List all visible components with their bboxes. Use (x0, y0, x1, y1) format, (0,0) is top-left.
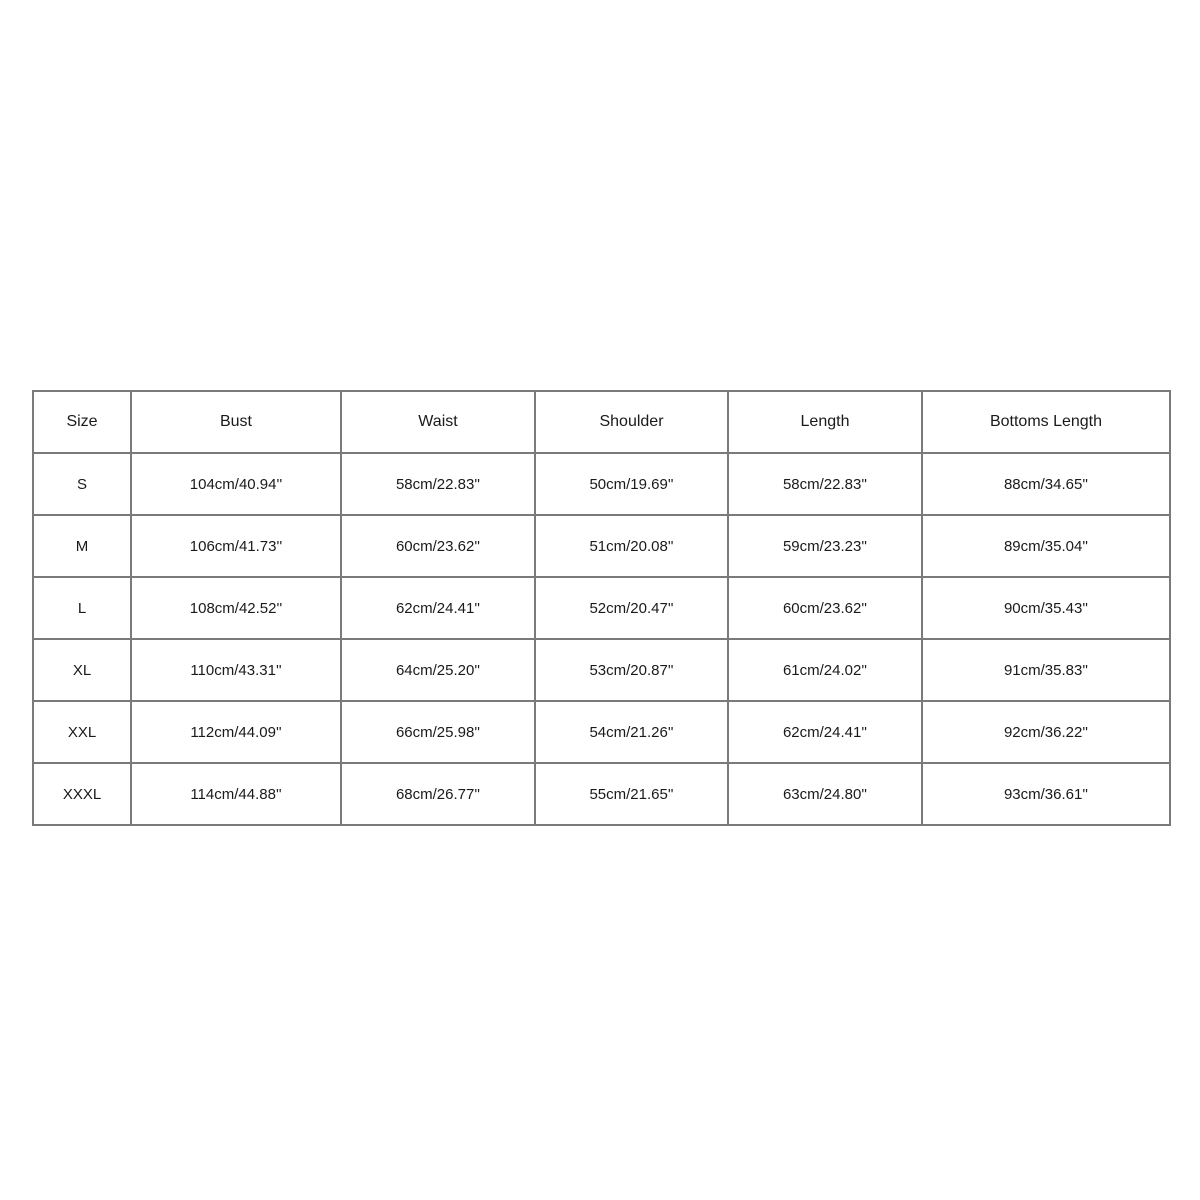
size-cell: XXXL (33, 763, 131, 825)
waist-cell: 62cm/24.41'' (341, 577, 535, 639)
size-cell: L (33, 577, 131, 639)
shoulder-cell: 55cm/21.65'' (535, 763, 728, 825)
header-bottoms-length: Bottoms Length (922, 391, 1170, 453)
bust-cell: 104cm/40.94'' (131, 453, 341, 515)
bottoms-length-cell: 93cm/36.61'' (922, 763, 1170, 825)
table-row (33, 763, 1170, 825)
header-shoulder: Shoulder (535, 391, 728, 453)
waist-cell: 60cm/23.62'' (341, 515, 535, 577)
length-cell: 59cm/23.23'' (728, 515, 922, 577)
length-cell: 58cm/22.83'' (728, 453, 922, 515)
shoulder-cell: 54cm/21.26'' (535, 701, 728, 763)
header-length: Length (728, 391, 922, 453)
bust-cell: 106cm/41.73'' (131, 515, 341, 577)
table-row (33, 577, 1170, 639)
bottoms-length-cell: 90cm/35.43'' (922, 577, 1170, 639)
bust-cell: 108cm/42.52'' (131, 577, 341, 639)
bottoms-length-cell: 88cm/34.65'' (922, 453, 1170, 515)
size-cell: M (33, 515, 131, 577)
table-header-row (33, 391, 1170, 453)
table-row (33, 515, 1170, 577)
header-bust: Bust (131, 391, 341, 453)
bottoms-length-cell: 92cm/36.22'' (922, 701, 1170, 763)
size-cell: XL (33, 639, 131, 701)
shoulder-cell: 50cm/19.69'' (535, 453, 728, 515)
shoulder-cell: 52cm/20.47'' (535, 577, 728, 639)
waist-cell: 66cm/25.98'' (341, 701, 535, 763)
bust-cell: 114cm/44.88'' (131, 763, 341, 825)
table-row (33, 639, 1170, 701)
waist-cell: 68cm/26.77'' (341, 763, 535, 825)
bottoms-length-cell: 91cm/35.83'' (922, 639, 1170, 701)
size-cell: XXL (33, 701, 131, 763)
length-cell: 63cm/24.80'' (728, 763, 922, 825)
size-cell: S (33, 453, 131, 515)
table-row (33, 453, 1170, 515)
shoulder-cell: 53cm/20.87'' (535, 639, 728, 701)
length-cell: 62cm/24.41'' (728, 701, 922, 763)
table-row (33, 701, 1170, 763)
header-waist: Waist (341, 391, 535, 453)
length-cell: 60cm/23.62'' (728, 577, 922, 639)
header-size: Size (33, 391, 131, 453)
waist-cell: 58cm/22.83'' (341, 453, 535, 515)
bust-cell: 112cm/44.09'' (131, 701, 341, 763)
bottoms-length-cell: 89cm/35.04'' (922, 515, 1170, 577)
shoulder-cell: 51cm/20.08'' (535, 515, 728, 577)
bust-cell: 110cm/43.31'' (131, 639, 341, 701)
waist-cell: 64cm/25.20'' (341, 639, 535, 701)
size-chart-table (32, 390, 1171, 826)
length-cell: 61cm/24.02'' (728, 639, 922, 701)
